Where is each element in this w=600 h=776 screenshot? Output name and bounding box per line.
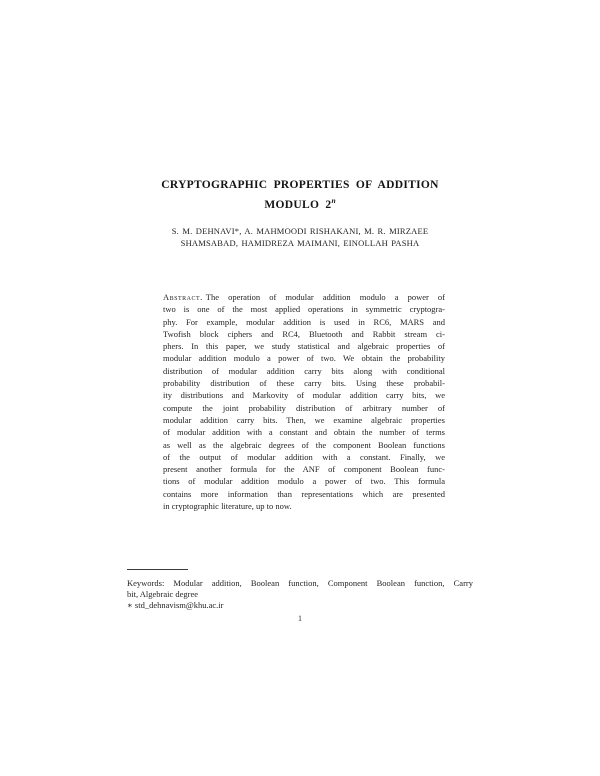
text-line: bit, Algebraic degree bbox=[127, 589, 199, 599]
author-email: ∗ std_dehnavism@khu.ac.ir bbox=[127, 600, 224, 610]
text-line: tions of modular addition modulo a power of two. This formula bbox=[163, 476, 445, 487]
text-line: S. M. DEHNAVI*, A. MAHMOODI RISHAKANI, M. R. MIRZAEE bbox=[171, 226, 429, 236]
text-line: Keywords: Modular addition, Boolean function, Component Boolean function, Carry bbox=[127, 578, 473, 588]
abstract-first-line bbox=[163, 291, 445, 303]
keywords-text bbox=[127, 578, 473, 600]
paper-title bbox=[0, 177, 600, 213]
text-line: two is one of the most applied operations in symmetric cryptogra- bbox=[163, 304, 445, 315]
text-line: ity distributions and Markovity of modular addition carry bits, we bbox=[163, 390, 445, 401]
text-line: as well as the algebraic degrees of the component Boolean functions bbox=[163, 439, 445, 450]
footnote-block bbox=[127, 578, 473, 611]
abstract-section bbox=[163, 291, 445, 512]
page-number: 1 bbox=[297, 613, 303, 623]
abstract-first-line-text: The operation of modular addition modulo a power of bbox=[205, 292, 445, 302]
text-line: in cryptographic literature, up to now. bbox=[163, 501, 292, 512]
abstract-label: Abstract. bbox=[163, 292, 203, 302]
abstract-body bbox=[163, 303, 445, 512]
text-line: Twofish block ciphers and RC4, Bluetooth and Rabbit stream ci- bbox=[163, 328, 445, 339]
title-modulo-text: MODULO 2 bbox=[264, 198, 332, 211]
text-line: probability distribution of these carry bits. Using these probabil- bbox=[163, 378, 445, 389]
paper-title-line1: CRYPTOGRAPHIC PROPERTIES OF ADDITION bbox=[161, 179, 439, 191]
footnote-rule bbox=[127, 569, 188, 570]
author-list bbox=[0, 225, 600, 249]
text-line: modular addition carry bits. Then, we examine algebraic properties bbox=[163, 414, 445, 425]
title-exponent: n bbox=[331, 196, 336, 205]
text-line: of modular addition with a constant and obtain the number of terms bbox=[163, 427, 445, 438]
text-line: modular addition modulo a power of two. We obtain the probability bbox=[163, 353, 445, 364]
text-line: distribution of modular addition carry bits along with conditional bbox=[163, 365, 445, 376]
text-line: of the output of modular addition with a constant. Finally, we bbox=[163, 451, 445, 462]
text-line: SHAMSABAD, HAMIDREZA MAIMANI, EINOLLAH PASHA bbox=[180, 238, 420, 248]
text-line: phy. For example, modular addition is used in RC6, MARS and bbox=[163, 316, 445, 327]
text-line: phers. In this paper, we study statistical and algebraic properties of bbox=[163, 341, 445, 352]
text-line: compute the joint probability distribution of arbitrary number of bbox=[163, 402, 445, 413]
text-line: present another formula for the ANF of component Boolean func- bbox=[163, 464, 445, 475]
paper-title-line2 bbox=[0, 193, 600, 213]
text-line: contains more information than representations which are presented bbox=[163, 488, 445, 499]
